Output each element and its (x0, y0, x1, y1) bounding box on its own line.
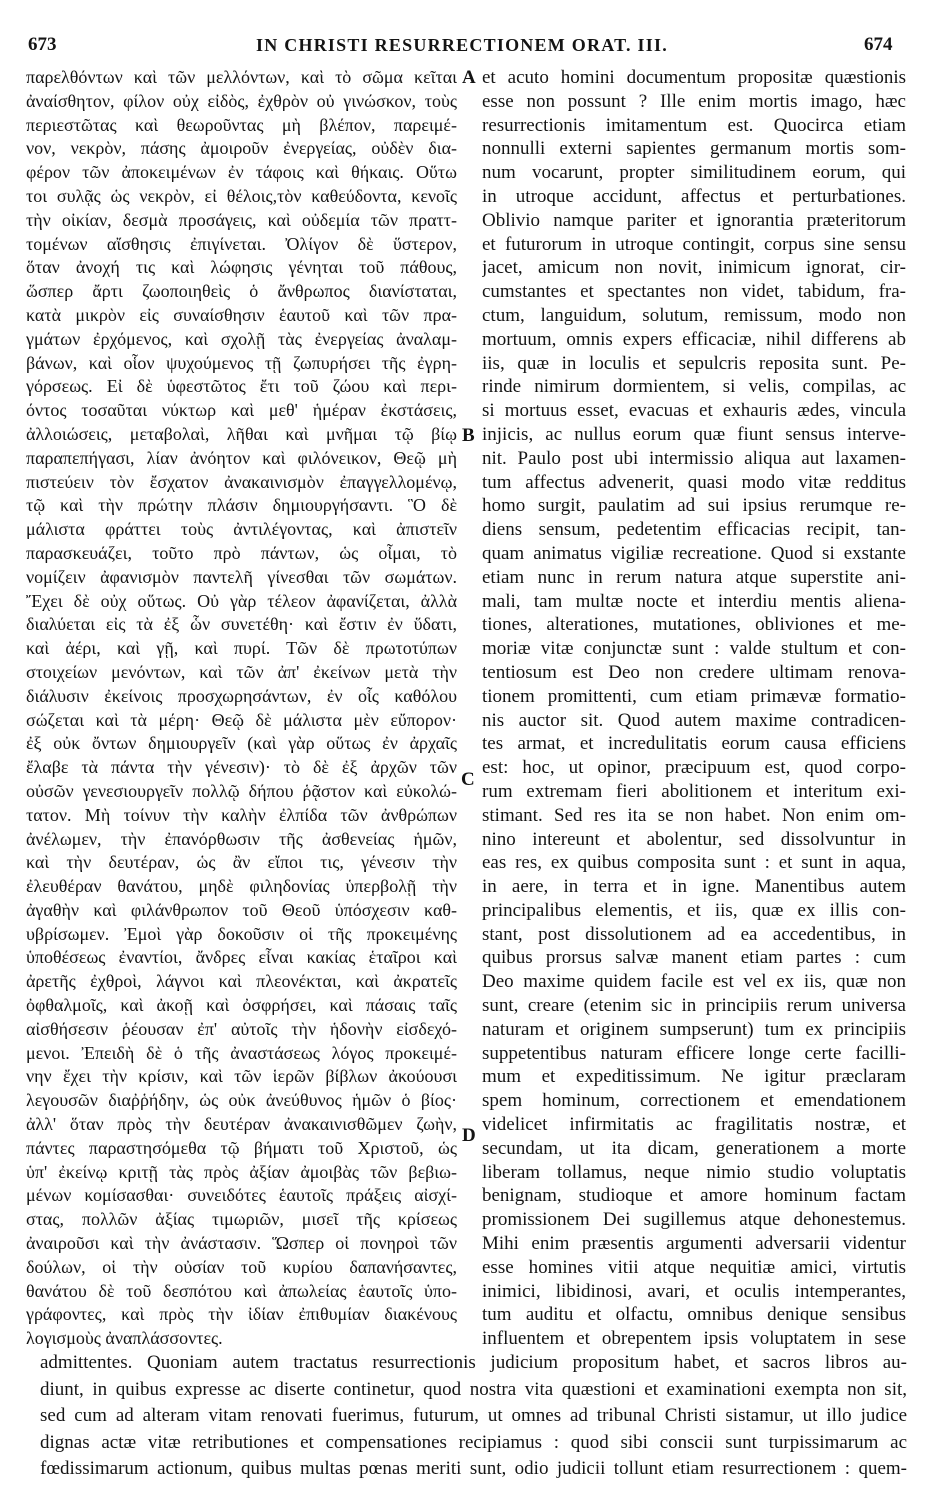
greek-line-text: ἀλλ' ὅταν πρὸς τὴν δευτέραν ἀνακαινισθῶμεν ζωὴν, (26, 1114, 457, 1135)
greek-line (26, 423, 457, 447)
greek-line (26, 661, 457, 685)
latin-line-text: mortuum, omnis expers efficaciæ, nihil differens ab (482, 328, 906, 350)
latin-line (482, 185, 906, 209)
greek-line (26, 1303, 457, 1327)
greek-line-text: βάνων, καὶ οἷον ψυχούμενος τῇ ζωπυρήσει τῆς ἐγρη- (26, 352, 457, 373)
greek-line (26, 1065, 457, 1089)
latin-line (482, 946, 906, 970)
latin-line-text: naturam et originem sumpserunt) tum ex principiis (482, 1018, 906, 1040)
latin-line-text: et acuto homini documentum propositæ quæstionis (482, 67, 906, 88)
latin-line (482, 542, 906, 566)
latin-line (482, 233, 906, 257)
greek-line (26, 352, 457, 376)
greek-line-text: καὶ ἀέρι, καὶ γῇ, καὶ πυρί. Τῶν δὲ πρωτοτύπων (26, 638, 457, 659)
latin-line (482, 994, 906, 1018)
latin-line-text: Mihi enim præsentis argumenti adversarii videntur (482, 1233, 906, 1255)
greek-line-text: ἀρετῆς ἐχθροὶ, λάγνοι καὶ πλεονέκται, καὶ ἀκρατεῖς (26, 971, 457, 992)
greek-line (26, 90, 457, 114)
latin-line-text: nis auctor sit. Quod autem maxime contradicen- (482, 709, 906, 731)
latin-continuation-line (40, 1403, 907, 1430)
latin-line (482, 114, 906, 138)
greek-line (26, 946, 457, 970)
greek-line (26, 1161, 457, 1185)
latin-line (482, 804, 906, 828)
latin-continuation (40, 1350, 907, 1483)
latin-line-text: moriæ vitæ conjunctæ sunt : valde stultum et con- (482, 638, 906, 660)
latin-line-text: cumstantes et spectantes non videt, tabidum, fra- (482, 281, 906, 303)
latin-line-text: influentem et obrepentem ipsis voluptatem in sese (482, 1328, 906, 1350)
latin-line (482, 375, 906, 399)
greek-line (26, 1232, 457, 1256)
latin-line (482, 1280, 906, 1304)
latin-line-text: tes armat, et incredulitatis eorum causa efficiens (482, 733, 906, 755)
latin-line-text: videlicet infirmitatis ac fragilitatis nostræ, et (482, 1114, 906, 1136)
greek-line-text: νομίζειν ἀφανισμὸν παντελῆ γίνεσθαι τῶν σωμάτων. (26, 566, 457, 587)
latin-line (482, 256, 906, 280)
latin-line (482, 280, 906, 304)
greek-line (26, 304, 457, 328)
page-number-right: 674 (864, 34, 893, 55)
latin-line-text: tum auditu et olfactu, omnibus denique sensibus (482, 1304, 906, 1326)
greek-line-text: τοι συλᾷς ὡς νεκρὸν, εἰ θέλοις,τὸν καθεύδοντα, κενοῖς (26, 185, 457, 206)
greek-line-text: καὶ τὴν δευτέραν, ὡς ἂν εἴποι τις, γένεσιν τὴν (26, 852, 457, 873)
latin-line (482, 709, 906, 733)
latin-line (482, 732, 906, 756)
greek-line (26, 447, 457, 471)
greek-line-text: νον, νεκρὸν, πάσης ἀμοιροῦν ἐνεργείας, οὐδὲν δια- (26, 138, 457, 159)
greek-line (26, 471, 457, 495)
latin-line-text: tum affectus advenerit, quasi modo vitæ redditus (482, 471, 906, 493)
latin-line-text: stimant. Sed res ita se non habet. Non enim om- (482, 804, 906, 826)
greek-line-text: υβρίσωμεν. Ἐμοὶ γὰρ δοκοῦσιν οἱ τῆς προκειμένης (26, 923, 457, 944)
latin-line (482, 970, 906, 994)
greek-line-text: στας, πολλῶν ἀξίας τιμωριῶν, μισεῖ τῆς κρίσεως (26, 1209, 457, 1230)
latin-line (482, 423, 906, 447)
latin-line-text: rinde nimirum dormientem, si velis, compilas, ac (482, 376, 906, 398)
greek-line (26, 1018, 457, 1042)
latin-line (482, 899, 906, 923)
latin-line-text: jacet, amicum non novit, inimicum ignorat, cir- (482, 257, 906, 279)
latin-continuation-line-text: sed cum ad alteram vitam renovati fuerimus, futurum, ut omnes ad tribunal Christi sistamur, ut illo judice (40, 1405, 907, 1426)
greek-line (26, 756, 457, 780)
latin-line (482, 352, 906, 376)
greek-line-text: ἔλαβε τὰ πάντα τὴν γένεσιν)· τὸ δὲ ἐξ ἀρχῶν τῶν (26, 757, 457, 778)
latin-line-text: Oblivio namque pariter et ignorantia præteritorum (482, 209, 906, 231)
greek-line-text: θανάτου δὲ τοῦ δεσπότου καὶ ἀπωλείας ἑαυτοῖς ὑπο- (26, 1280, 457, 1301)
latin-line (482, 590, 906, 614)
greek-line-text: κατὰ μικρὸν εἰς συναίσθησιν ἑαυτοῦ καὶ τῶν πρα- (26, 304, 457, 325)
greek-line-text: ὑπ' ἐκείνῳ κριτῇ τὰς πρὸς ἀξίαν ἀμοιβὰς τῶν βεβιω- (26, 1161, 457, 1182)
greek-line-text: διάλυσιν ἐκείνοις προσχωρησάντων, ἐν οἷς καθόλου (26, 685, 457, 706)
latin-line (482, 304, 906, 328)
latin-line-text: ctum, languidum, solutum, remissum, modo non (482, 304, 906, 326)
greek-line-text: διαλύεται εἰς τὰ ἐξ ὧν συνετέθη· καὶ ἔστιν ἐν ὕδατι, (26, 614, 457, 635)
latin-line (482, 161, 906, 185)
latin-line-text: tiones, alterationes, mutationes, obliviones et me- (482, 614, 906, 636)
greek-line (26, 1256, 457, 1280)
greek-line-text: φέρον τῶν ἀποκειμένων ἐν τάφοις καὶ θήκαις. Οὕτω (26, 162, 457, 183)
greek-line (26, 280, 457, 304)
latin-line (482, 1042, 906, 1066)
greek-line (26, 970, 457, 994)
greek-line-text: ἀλλοιώσεις, μεταβολαὶ, λῆθαι καὶ μνῆμαι τῷ βίῳ (26, 423, 457, 444)
greek-line-text: ἐξ οὐκ ὄντων δημιουργεῖν (καὶ γὰρ οὕτως ἐν ἀρχαῖς (26, 733, 457, 754)
greek-line-text: λογισμοὺς ἀναπλάσσοντες. (26, 1328, 223, 1349)
greek-line-text: Ἔχει δὲ οὐχ οὕτως. Οὐ γὰρ τέλεον ἀφανίζεται, ἀλλὰ (26, 590, 457, 611)
greek-line-text: ὅταν ἀνοχή τις καὶ λώφησις γένηται τοῦ πάθους, (26, 257, 457, 278)
greek-line (26, 209, 457, 233)
greek-line-text: πάντες παραστησόμεθα τῷ βήματι τοῦ Χριστοῦ, ὡς (26, 1137, 457, 1158)
latin-line-text: iis, quæ in loculis et sepulcris reposita sunt. Pe- (482, 352, 906, 374)
latin-continuation-line-text: dignas actæ vitæ retributiones et compensationes recipiamus : quod sibi conscii sunt turpissimarum ac (40, 1431, 907, 1453)
latin-line-text: etiam nunc in rerum natura atque superstite ani- (482, 566, 906, 588)
greek-line (26, 66, 457, 90)
greek-line-text: αἰσθήσεσιν ῥέουσαν ἐπ' αὐτοῖς τὴν ἡδονὴν εἰσδεχό- (26, 1018, 457, 1039)
latin-line-text: inimici, libidinosi, avari, et oculis intemperantes, (482, 1280, 906, 1302)
latin-line-text: in aere, in terra et in igne. Manentibus autem (482, 876, 906, 898)
running-title (256, 33, 668, 57)
latin-line (482, 209, 906, 233)
latin-line-text: nonnulli externi sapientes germanum mortis som- (482, 138, 906, 160)
latin-line (482, 685, 906, 709)
greek-line-text: στοιχείων μενόντων, καὶ τῶν ἀπ' ἐκείνων μετὰ τὴν (26, 661, 457, 682)
latin-line (482, 1208, 906, 1232)
greek-line-text: τομένων αἴσθησις ἐπιγίνεται. Ὀλίγον δὲ ὕστερον, (26, 233, 457, 254)
latin-line-text: mum et expeditissimum. Ne igitur præclaram (482, 1066, 906, 1088)
greek-line-text: τὴν οἰκίαν, δεσμὰ προσάγεις, καὶ οὐδεμία τῶν πραττ- (26, 209, 457, 230)
latin-line-text: nit. Paulo post ubi intermissio aliqua aut laxamen- (482, 447, 906, 469)
latin-continuation-line (40, 1456, 907, 1483)
greek-line (26, 1137, 457, 1161)
latin-line (482, 1232, 906, 1256)
greek-line (26, 923, 457, 947)
latin-line (482, 518, 906, 542)
latin-line (482, 66, 906, 90)
latin-line (482, 780, 906, 804)
greek-line-text: σώζεται καὶ τὰ μέρη· Θεῷ δὲ μάλιστα μὲν εὔπορον· (26, 709, 457, 730)
latin-line (482, 566, 906, 590)
latin-line-text: esse homines vitii atque nequitiæ amici, virtutis (482, 1256, 906, 1278)
greek-line-text: μάλιστα φράττει τοὺς ἀντιλέγοντας, καὶ ἀπιστεῖν (26, 519, 457, 540)
latin-line-text: stant, post dissolutionem ad ea accedentibus, in (482, 923, 906, 945)
latin-line (482, 637, 906, 661)
latin-line-text: secundam, ut ita dicam, generationem a morte (482, 1137, 906, 1159)
greek-line (26, 542, 457, 566)
greek-line (26, 1042, 457, 1066)
latin-line-text: benignam, studioque et amore hominum factam (482, 1185, 906, 1207)
greek-line-text: ὀφθαλμοῖς, καὶ ἀκοῇ καὶ ὀσφρήσει, καὶ πάσαις ταῖς (26, 995, 457, 1016)
greek-line (26, 899, 457, 923)
margin-letter-a: A (462, 67, 476, 88)
greek-line (26, 637, 457, 661)
latin-line (482, 661, 906, 685)
greek-line (26, 185, 457, 209)
latin-line-text: tionem promittenti, cum etiam primævæ formatio- (482, 685, 906, 707)
greek-line (26, 1280, 457, 1304)
greek-line (26, 590, 457, 614)
greek-line (26, 375, 457, 399)
latin-line (482, 1018, 906, 1042)
greek-line (26, 399, 457, 423)
greek-line (26, 1208, 457, 1232)
greek-line (26, 1327, 457, 1351)
greek-line (26, 613, 457, 637)
latin-continuation-line-text: fœdissimarum actionum, quibus multas pœnas meriti sunt, odio judicii tollunt etiam resurrectionem : quem- (40, 1458, 907, 1479)
greek-line-text: λεγουσῶν διαῤῥήδην, ὡς οὐκ ἀνεύθυνος ἡμῶν ὁ βίος· (26, 1090, 457, 1111)
greek-line (26, 709, 457, 733)
greek-line-text: όντος τοσαῦται νύκτωρ καὶ μεθ' ἡμέραν ἐκστάσεις, (26, 400, 457, 421)
latin-line (482, 1161, 906, 1185)
latin-line (482, 90, 906, 114)
greek-line-text: τατον. Μὴ τοίνυν τὴν καλὴν ἐλπίδα τῶν ἀνθρώπων (26, 804, 457, 825)
latin-line (482, 828, 906, 852)
greek-line-text: ἀγαθὴν καὶ φιλάνθρωπον τοῦ Θεοῦ ὑπόσχεσιν καθ- (26, 899, 457, 920)
latin-line-text: Deo maxime quidem facile est vel ex iis, quæ non (482, 971, 906, 993)
greek-line (26, 137, 457, 161)
latin-line-text: suppetentibus naturam efficere longe certe facilli- (482, 1042, 906, 1064)
greek-line-text: ἐλευθέραν θανάτου, μηδὲ φιληδονίας ὑπερβολῇ τὴν (26, 876, 457, 897)
latin-line (482, 923, 906, 947)
greek-line (26, 1184, 457, 1208)
greek-line-text: ἀναιροῦσι καὶ τὴν ἀνάστασιν. Ὥσπερ οἱ πονηροὶ τῶν (26, 1233, 457, 1254)
latin-line (482, 851, 906, 875)
latin-line-text: quibus prorsus salvæ manent etiam partes : cum (482, 947, 906, 969)
latin-line (482, 1303, 906, 1327)
greek-column (26, 66, 457, 1351)
latin-line-text: principalibus elementis, et iis, quæ ex illis con- (482, 899, 906, 921)
greek-line (26, 804, 457, 828)
latin-line (482, 1184, 906, 1208)
latin-line-text: promissionem Dei sugillemus atque dehonestemus. (482, 1209, 906, 1231)
latin-line (482, 1256, 906, 1280)
latin-line (482, 328, 906, 352)
margin-letter-b: B (462, 425, 475, 446)
greek-line-text: γόρσεως. Εἰ δὲ ὑφεστῶτος ἔτι τοῦ ζώου καὶ περι- (26, 376, 457, 397)
greek-line (26, 875, 457, 899)
greek-line (26, 994, 457, 1018)
page-number-left: 673 (28, 34, 57, 55)
greek-line (26, 518, 457, 542)
latin-line-text: nino intereunt et abolentur, sed dissolvuntur in (482, 828, 906, 850)
latin-line-text: esse non possunt ? Ille enim mortis imago, hæc (482, 90, 906, 112)
latin-line-text: homo surgit, paulatim ad sui ipsius rerumque re- (482, 495, 906, 517)
greek-line-text: οὐσῶν γενεσιουργεῖν πολλῷ δήπου ῥᾷστον καὶ εὐκολώ- (26, 780, 457, 801)
greek-line-text: παρασκευάζει, τοῦτο πρὸ πάντων, ὡς οἶμαι, τὸ (26, 542, 457, 563)
latin-line-text: si mortuus esset, evacuas et exhauris ædes, vincula (482, 400, 906, 422)
greek-line-text: μενοι. Ἐπειδὴ δὲ ὁ τῆς ἀναστάσεως λόγος προκειμέ- (26, 1042, 457, 1063)
latin-line-text: in utroque accidunt, affectus et perturbationes. (482, 185, 906, 207)
latin-line (482, 494, 906, 518)
latin-line-text: sunt, creare (etenim sic in principiis rerum universa (482, 995, 906, 1017)
greek-line (26, 566, 457, 590)
greek-line-text: γράφοντες, καὶ πρὸς τὴν ἰδίαν ἐπιθυμίαν διακένους (26, 1304, 457, 1325)
greek-line (26, 732, 457, 756)
latin-line-text: num vocarunt, propter similitudinem eorum, qui (482, 162, 906, 184)
latin-continuation-line (40, 1350, 907, 1377)
latin-continuation-line-text: diunt, in quibus expresse ac diserte continetur, quod nostra vita quæstioni et examinationi exempta non sit, (40, 1378, 907, 1400)
greek-line (26, 328, 457, 352)
greek-line-text: πιστεύειν τὸν ἔσχατον ἀνακαινισμὸν ἐπαγγελλομένῳ, (26, 471, 457, 492)
greek-line-text: δούλων, οἱ τὴν οὐσίαν τοῦ κυρίου δαπανήσαντες, (26, 1256, 457, 1277)
latin-line (482, 1327, 906, 1351)
margin-letter-d: D (462, 1125, 476, 1146)
latin-continuation-line (40, 1430, 907, 1457)
greek-line (26, 1113, 457, 1137)
running-title-text: IN CHRISTI RESURRECTIONEM ORAT. III. (256, 35, 668, 55)
latin-line-text: et futurorum in utroque contingit, corpus sine sensu (482, 233, 906, 255)
greek-line (26, 233, 457, 257)
latin-line (482, 137, 906, 161)
greek-line (26, 494, 457, 518)
greek-line (26, 828, 457, 852)
latin-continuation-line (40, 1377, 907, 1404)
greek-line (26, 1089, 457, 1113)
latin-column (482, 66, 906, 1351)
latin-line-text: spem hominum, correctionem et emendationem (482, 1090, 906, 1112)
latin-line (482, 471, 906, 495)
greek-line-text: νην ἔχει τὴν κρίσιν, καὶ τῶν ἱερῶν βίβλων ἀκούουσι (26, 1066, 457, 1087)
latin-continuation-line-text: admittentes. Quoniam autem tractatus resurrectionis judicium propositum habet, et sacros libros au- (40, 1352, 907, 1373)
greek-line (26, 851, 457, 875)
latin-line-text: est: hoc, ut opinor, præcipuum est, quod corpo- (482, 757, 906, 779)
latin-line-text: diens sensum, pedetentim efficacias recipit, tan- (482, 519, 906, 541)
greek-line-text: τῷ καὶ τὴν πρώτην πλάσιν δημιουργήσαντι. Ὃ δὲ (26, 495, 457, 516)
latin-line (482, 756, 906, 780)
greek-line-text: γμάτων ἐρχόμενος, καὶ σχολῇ τὰς ἐνεργείας ἀναλαμ- (26, 328, 457, 349)
latin-line-text: liberam tollamus, neque nimio studio voluptatis (482, 1161, 906, 1183)
greek-line-text: ὥσπερ ἄρτι ζωοποιηθεὶς ὁ ἄνθρωπος διανίσταται, (26, 281, 457, 302)
greek-line-text: ἀναίσθητον, φίλον οὐχ εἰδὸς, ἐχθρὸν οὐ γινώσκον, τοὺς (26, 90, 457, 111)
greek-line-text: ὑποθέσεως ἐναντίοι, ἄνδρες εἶναι κακίας ἑταῖροι καὶ (26, 947, 457, 968)
latin-line (482, 613, 906, 637)
latin-line-text: eas res, ex quibus composita sunt : et sunt in aqua, (482, 852, 906, 874)
margin-letter-c: C (461, 769, 475, 790)
greek-line (26, 114, 457, 138)
latin-line-text: injicis, ac nullus eorum quæ fiunt sensus interve- (482, 423, 906, 445)
latin-line (482, 447, 906, 471)
greek-line (26, 780, 457, 804)
greek-line-text: ἀνέλωμεν, τὴν ἐπανόρθωσιν τῆς ἀσθενείας ἡμῶν, (26, 828, 457, 849)
latin-line-text: tentiosum est Deo non credere ultimam renova- (482, 661, 906, 683)
latin-line (482, 1065, 906, 1089)
greek-line (26, 685, 457, 709)
latin-line-text: quam animatus vigiliæ recreatione. Quod si exstante (482, 542, 906, 564)
latin-line (482, 399, 906, 423)
latin-line (482, 1089, 906, 1113)
latin-line-text: mali, tam multæ nocte et interdiu mentis aliena- (482, 590, 906, 612)
greek-line (26, 161, 457, 185)
latin-line (482, 875, 906, 899)
greek-line-text: παραπεπήγασι, λίαν ἀνόητον καὶ φιλόνεικον, Θεῷ μὴ (26, 447, 457, 468)
greek-line-text: περιεστῶτας καὶ θεωροῦντας μὴ βλέπον, παρειμέ- (26, 114, 457, 135)
latin-line-text: rum extremam fieri abolitionem et interitum exi- (482, 780, 906, 802)
latin-line (482, 1137, 906, 1161)
latin-line-text: resurrectionis imitamentum est. Quocirca etiam (482, 114, 906, 136)
greek-line (26, 256, 457, 280)
greek-line-text: μένων κομίσασθαι· συνειδότες ἑαυτοῖς πράξεις αἰσχί- (26, 1185, 457, 1206)
greek-line-text: παρελθόντων καὶ τῶν μελλόντων, καὶ τὸ σῶμα κεῖται (26, 67, 457, 87)
latin-line (482, 1113, 906, 1137)
